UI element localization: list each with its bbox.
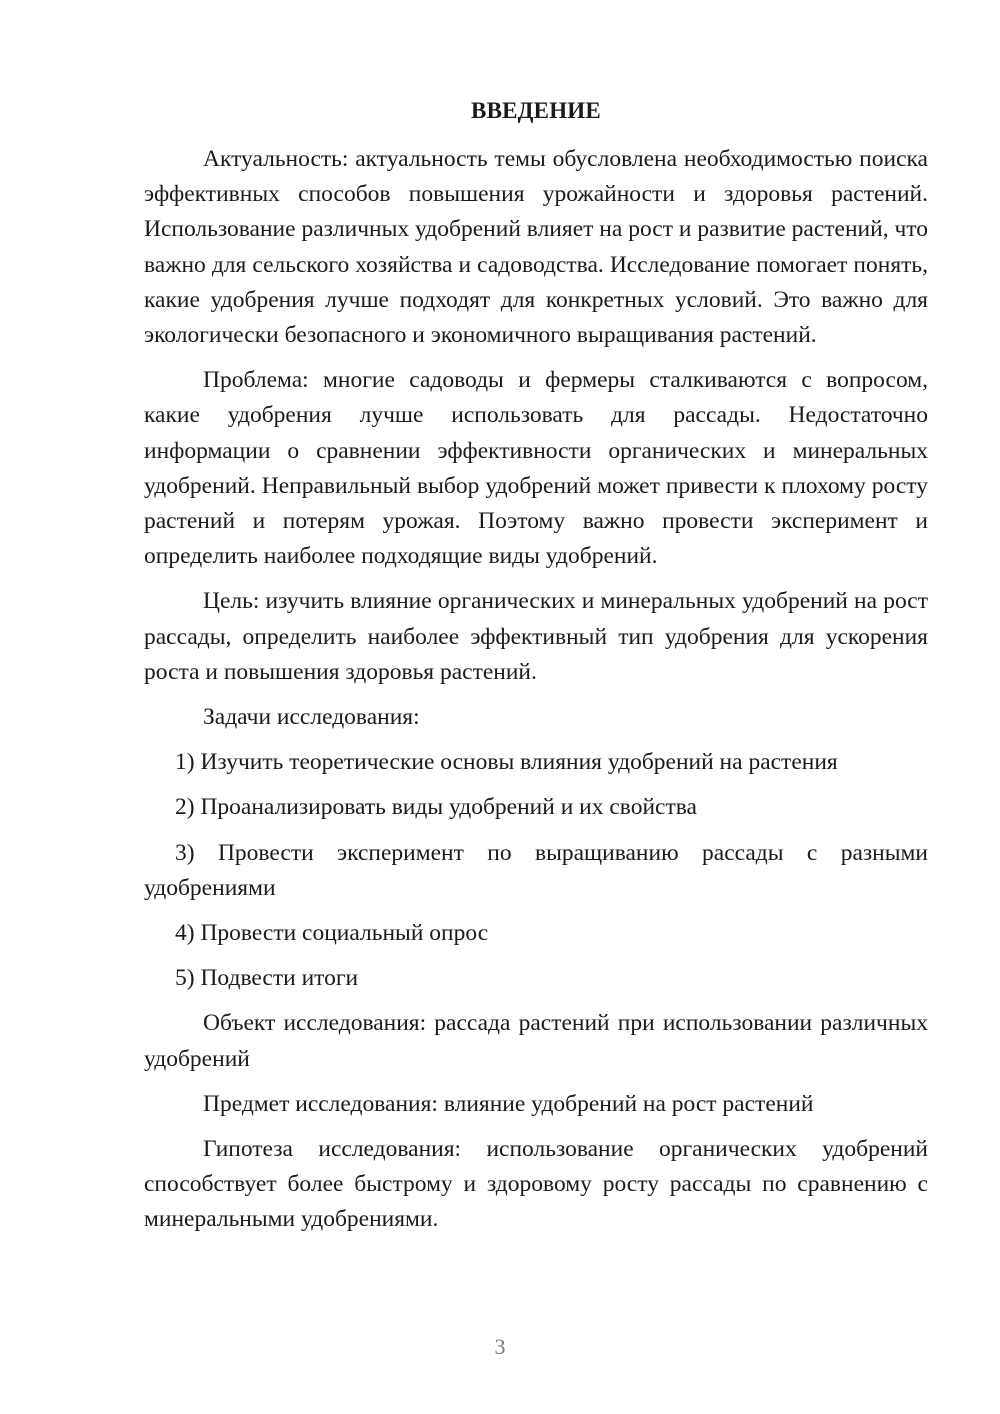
- task-item-5: 5) Подвести итоги: [175, 965, 359, 992]
- page-number: 3: [494, 1334, 506, 1359]
- section-title: ВВЕДЕНИЕ: [471, 98, 601, 123]
- task-item-4: 4) Провести социальный опрос: [175, 920, 489, 947]
- paragraph-goal: Цель: изучить влияние органических и минеральных удобрений на рост рассады, определить наиболее эффективный тип удобрения для ускорения роста и повышения здоровья растений.: [144, 588, 928, 685]
- task-item-2: 2) Проанализировать виды удобрений и их свойства: [175, 794, 697, 821]
- paragraph-hypothesis: Гипотеза исследования: использование органических удобрений способствует более быстрому и здоровому росту рассады по сравнению с минеральными удобрениями.: [144, 1136, 928, 1233]
- task-item-3: 3) Провести эксперимент по выращиванию рассады с разными удобрениями: [144, 839, 928, 901]
- paragraph-tasks-heading: Задачи исследования:: [203, 704, 420, 731]
- paragraph-problem: Проблема: многие садоводы и фермеры сталкиваются с вопросом, какие удобрения лучше использовать для рассады. Недостаточно информации о сравнении эффективности органических и минеральных удобрений. Неправильный выбор удобрений может привести к плохому росту растений и потерям урожая. Поэтому важно провести эксперимент и определить наиболее подходящие виды удобрений.: [144, 367, 928, 570]
- document-body: [144, 142, 928, 1248]
- paragraph-relevance: Актуальность: актуальность темы обусловлена необходимостью поиска эффективных способов повышения урожайности и здоровья растений. Использование различных удобрений влияет на рост и развитие растений, что важно для сельского хозяйства и садоводства. Исследование помогает понять, какие удобрения лучше подходят для конкретных условий. Это важно для экологически безопасного и экономичного выращивания растений.: [144, 146, 928, 349]
- paragraph-subject: Предмет исследования: влияние удобрений на рост растений: [203, 1090, 814, 1117]
- task-item-1: 1) Изучить теоретические основы влияния удобрений на растения: [175, 749, 838, 776]
- paragraph-object: Объект исследования: рассада растений при использовании различных удобрений: [144, 1010, 928, 1072]
